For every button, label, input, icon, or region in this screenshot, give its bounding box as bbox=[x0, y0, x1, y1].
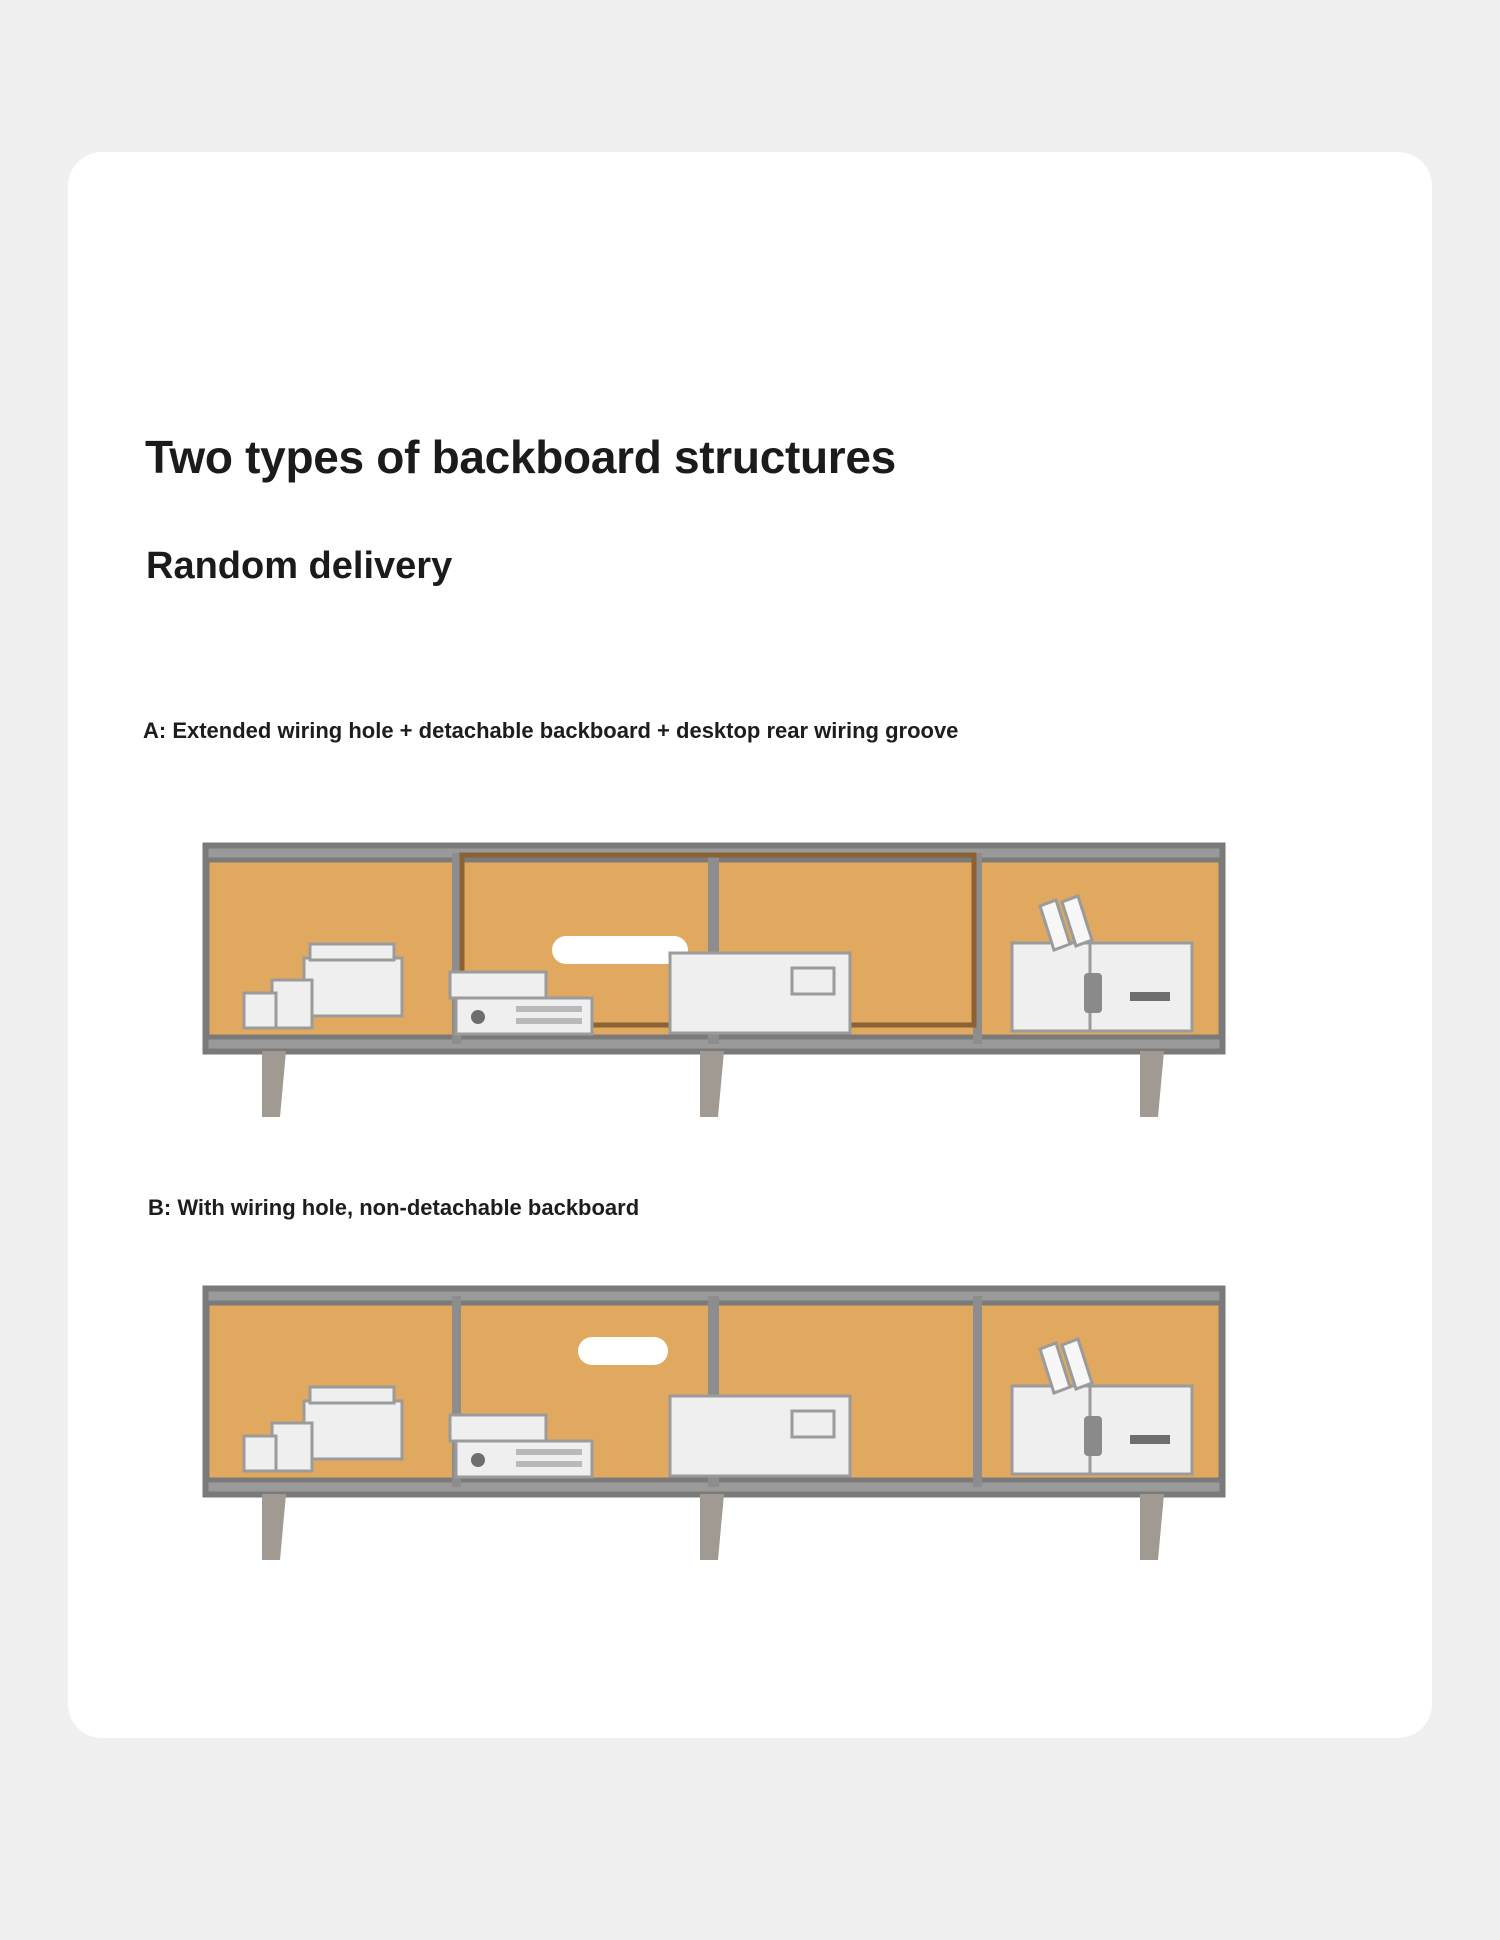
page-title: Two types of backboard structures bbox=[145, 431, 896, 483]
caption-structure-a: A: Extended wiring hole + detachable backboard + desktop rear wiring groove bbox=[143, 718, 959, 743]
tv-cabinet-diagram-b bbox=[200, 1283, 1240, 1568]
page-subtitle: Random delivery bbox=[146, 545, 453, 587]
tv-cabinet-diagram-a bbox=[200, 840, 1240, 1125]
caption-structure-b: B: With wiring hole, non-detachable backboard bbox=[148, 1195, 640, 1220]
